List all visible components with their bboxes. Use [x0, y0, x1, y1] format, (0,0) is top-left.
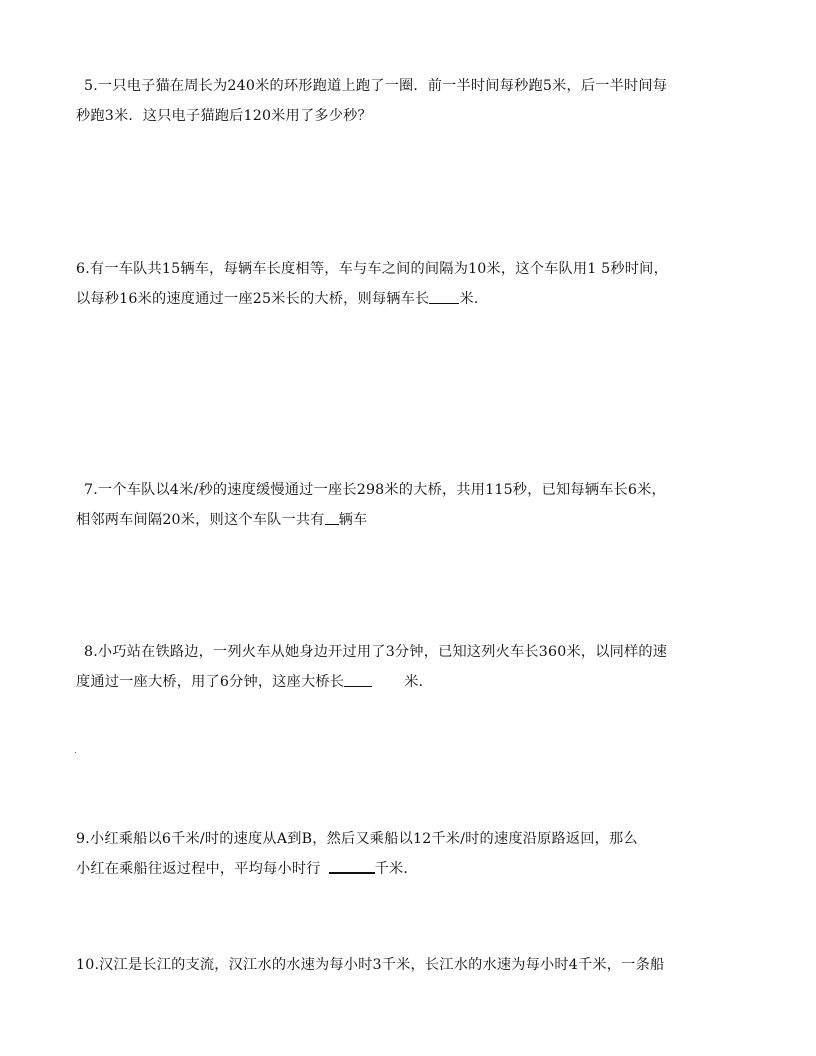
problem-7-line-1: 7.一个车队以4米/秒的速度缓慢通过一座长298米的大桥，共用115秒，已知每辆车长6米， — [84, 482, 666, 498]
problem-8-text-before-blank: 度通过一座大桥，用了6分钟，这座大桥长 — [76, 674, 345, 690]
problem-5-line-2: 秒跑3米．这只电子猫跑后120米用了多少秒？ — [76, 108, 372, 124]
problem-6-line-1: 6.有一车队共15辆车，每辆车长度相等，车与车之间的间隔为10米，这个车队用1 5秒时间， — [76, 261, 668, 277]
problem-8 — [76, 637, 746, 697]
problem-9-line-1: 9.小红乘船以6千米/时的速度从A到B，然后又乘船以12千米/时的速度沿原路返回，那么 — [76, 831, 638, 847]
problem-9-text-before-blank: 小红在乘船往返过程中，平均每小时行 — [76, 861, 321, 877]
problem-8-answer-blank — [344, 685, 372, 687]
problem-6-line-2 — [76, 284, 746, 314]
problem-5-line-1: 5.一只电子猫在周长为240米的环形跑道上跑了一圈．前一半时间每秒跑5米，后一半时间每 — [84, 78, 668, 94]
problem-6 — [76, 254, 746, 314]
problem-8-line-2 — [76, 667, 746, 697]
problem-6-text-after-blank: 米． — [459, 291, 489, 307]
stray-dot — [75, 752, 76, 753]
problem-9-answer-blank — [329, 871, 375, 874]
problem-6-answer-blank — [429, 302, 459, 304]
problem-7-answer-blank — [325, 523, 339, 525]
problem-9-text-after-blank: 千米． — [374, 861, 418, 877]
problem-6-text-before-blank: 以每秒16米的速度通过一座25米长的大桥，则每辆车长 — [76, 291, 430, 307]
problem-7-line-2 — [76, 505, 746, 535]
problem-7-text-before-blank: 相邻两车间隔20米，则这个车队一共有 — [76, 512, 325, 528]
problem-8-text-after-blank: 米． — [404, 674, 433, 690]
problem-10-line-1: 10.汉江是长江的支流，汉江水的水速为每小时3千米，长江水的水速为每小时4千米，一条船 — [76, 957, 665, 973]
problem-10 — [76, 950, 746, 980]
problem-7 — [76, 475, 746, 535]
problem-9-line-2 — [76, 854, 746, 884]
problem-8-line-1: 8.小巧站在铁路边，一列火车从她身边开过用了3分钟，已知这列火车长360米，以同样的速 — [84, 644, 668, 660]
problem-5 — [76, 71, 746, 131]
problem-9 — [76, 824, 746, 884]
problem-7-text-after-blank: 辆车 — [338, 512, 368, 528]
